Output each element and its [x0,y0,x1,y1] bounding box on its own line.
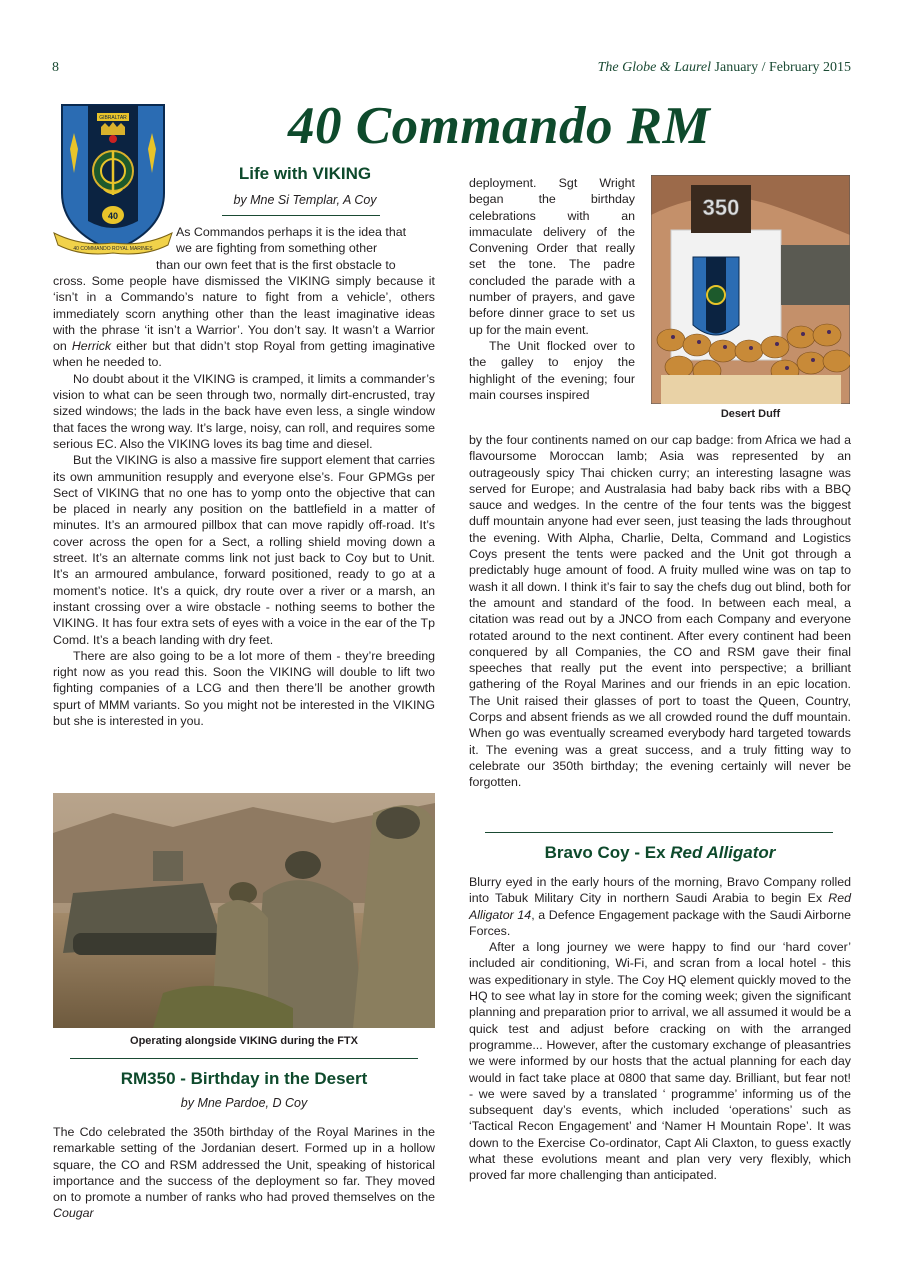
paragraph: deployment. Sgt Wright began the birthday celebrations with an immaculate delivery of the Convening Order that really set the tone. The padre concluded the parade with a number of prayers, and gave before dinner grace to set us up for the main event. [469,176,635,337]
desert-duff-photo [651,175,850,404]
text-run: cross. Some people have dismissed the VIKING simply because it ‘isn’t in a Commando’s nature to fight from a vehicle’, others immediately scorn anything other than the least imaginative ideas with the phrase ‘it isn’t a Warrior’. You don’t say. It wasn’t a Warrior on [53,274,435,354]
40-commando-crest-icon [52,103,174,255]
paragraph: No doubt about it the VIKING is cramped, it limits a commander’s vision to what can be seen through two, normally dirt-encrusted, tray sized windows; the lads in the back have even less, a single window that faces the wrong way. It’s large, noisy, can roll, and requires some serious EC. Also the VIKING loves its bag time and diesel. [53,371,435,451]
paragraph: But the VIKING is also a massive fire support element that carries its own ammunition resupply and everyone else’s. Four GPMGs per Sect of VIKING that no one has to yomp onto the objective that can be placed in nearly any position on the battlefield in a matter of minutes. It’s an armoured pillbox that can move rapidly off-road. It’s cover across the open for a Sect, a rolling shield moving down a street. It’s an alternate comms link not just back to Coy but to Unit. It’s an armoured ambulance, forward positioned, ready to go at a moment’s notice. It’s a quick, dry route over a river or a marsh, an instant crossing over a wire obstacle - nothing seems to bother the VIKING. It has four extra sets of eyes with a voice in the ear of the Tp Comd. It’s a beach landing with dry feet. [53,453,435,647]
article-body-rm350-main [469,432,851,791]
publication-header [598,60,851,76]
article-heading-bravo [469,843,851,863]
paragraph: There are also going to be a lot more of them - they’re breeding right now as you read this. Soon the VIKING will double to lift two fighting companies of a LCG and then there’ll be another growth spurt of MMM variants. So you might not be interested in the VIKING but she is interested in you. [53,648,435,729]
article-wrap-text [176,224,435,257]
photo-caption-duff: Desert Duff [720,408,781,420]
text-run-italic: Cougar [53,1206,94,1221]
text-run: either but that didn’t stop Royal from getting imaginative when he needed to. [53,339,435,370]
text-line: we are fighting from something other [176,241,378,256]
crest-scroll-text: 40 COMMANDO ROYAL MARINES [73,246,153,252]
text-run: , a Defence Engagement package with the Saudi Airborne Forces. [469,907,851,938]
article-body-rm350-cont [469,175,635,403]
crest-number: 40 [107,211,119,221]
section-rule [70,1058,418,1059]
text-line: As Commandos perhaps it is the idea that [176,225,407,239]
heading-text-italic: Red Alligator [670,843,776,862]
article-byline-rm350: by Mne Pardoe, D Coy [180,1096,308,1110]
article-body-viking [53,273,435,729]
text-line: than our own feet that is the first obstacle to [156,257,396,272]
text-run-italic: Herrick [71,339,112,354]
text-run: The Cdo celebrated the 350th birthday of the Royal Marines in the remarkable setting of the Jordanian desert. Formed up in a hollow square, the CO and RSM addressed the Unit, speaking of historical importance and the success of the deployment so far. They moved on to promote a number of ranks who had proved themselves on the [53,1125,435,1205]
text-run: Blurry eyed in the early hours of the morning, Bravo Company rolled into Tabuk Military City in northern Saudi Arabia to begin Ex [469,875,851,906]
paragraph: by the four continents named on our cap badge: from Africa we had a flavoursome Moroccan lamb; Asia was represented by an outrageously spicy Thai chicken curry; an interesting lasagne was served for Europe; and Australasia had baby back ribs with a BBQ sauce and wedges. In the centre of the four tents was the biggest duff mountain anyone had ever seen, just teasing the lads throughout the evening. With Alpha, Charlie, Delta, Command and Logistics Coys present the tents were packed and the Unit got through a predictably huge amount of food. A fruity mulled wine was on tap to wash it all down. I think it’s fair to say the chefs dug out blind, both for the amount and standard of the food. In between each meal, a citation was read out by a JNCO from each Company and everyone rotated around to the next continent. After every continent had been conquered by all Companies, the CO and RSM gave their final speeches that really put the event into perspective; a brilliant gathering of the Royal Marines and our friends in an epic location. The Unit raised their glasses of port to toast the Queen, Country, Corps and absent friends as we all crowded round the duff mountain. When go was eventually screamed everybody hard targeted towards it. The evening was a great success, and a truly fitting way to celebrate our 350th birthday; the evening certainly will never be forgotten. [469,433,851,790]
section-rule [485,832,833,833]
heading-text: Bravo Coy - Ex [544,843,671,862]
article-heading-rm350: RM350 - Birthday in the Desert [120,1069,368,1088]
paragraph: The Unit flocked over to the galley to enjoy the highlight of the evening; four main courses inspired [469,338,635,402]
cake-topper-text: 350 [702,195,740,220]
publication-name: The Globe & Laurel [597,60,712,75]
article-wrap-text [156,257,435,273]
viking-photo [53,793,435,1028]
page-title: 40 Commando RM [288,97,711,155]
crest-top-text: GIBRALTAR [99,115,127,121]
page-number: 8 [52,60,59,75]
paragraph: After a long journey we were happy to find our ‘hard cover’ included air conditioning, Wi-Fi, and scran from a local hotel - this was expeditionary in style. The Coy HQ element quickly moved to the HQ to see what lay in store for the coming week; given the significant planning and preparation prior to arrival, we all assumed it would be a quick test and adjust before cracking on with the arranged programme... However, after the customary exchange of pleasantries we were informed by our hosts that the actual planning for each day would in fact take place at 0800 that same day. Brilliant, but fear not! - we were saved by a translated ‘ programme’ informing us of the subsequent day’s events, which included ‘operations’ such as ‘Tactical Recon Engagement’ and ‘Namer H Mountain Rope’. It was down to the Exercise Co-ordinator, Capt Ali Claxton, to guess exactly what these evolutions meant and plan very very flexibly, which proved far more challenging than anticipated. [469,940,851,1183]
heading-rule [222,215,380,216]
issue-date: January / February 2015 [714,60,851,75]
paragraph [469,874,851,939]
article-body-bravo [469,874,851,1184]
article-body-rm350 [53,1124,435,1222]
photo-caption-viking: Operating alongside VIKING during the FTX [130,1035,358,1047]
text-run-italic: Red Alligator 14 [469,891,851,922]
paragraph [53,1124,435,1222]
paragraph [53,273,435,371]
article-heading-viking: Life with VIKING [238,164,372,183]
article-byline-viking: by Mne Si Templar, A Coy [233,193,377,207]
